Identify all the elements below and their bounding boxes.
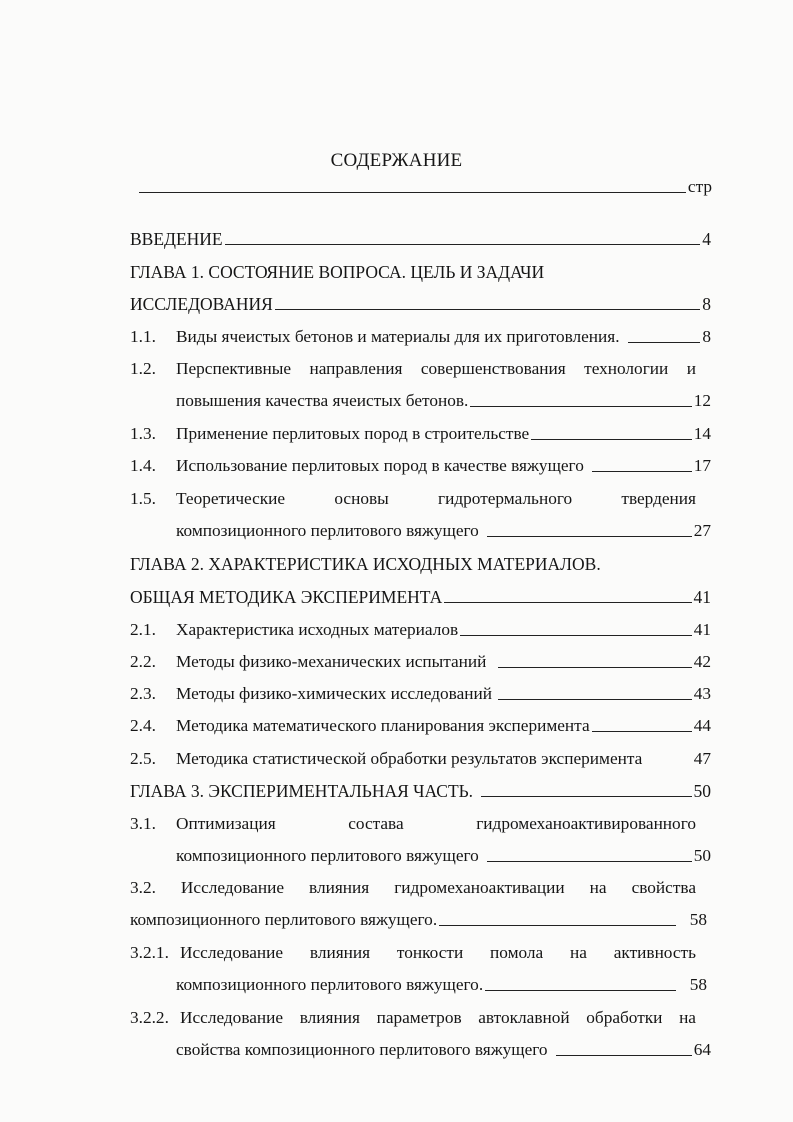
toc-section-3-2-1-line2[interactable] bbox=[176, 975, 707, 995]
word: на bbox=[589, 878, 607, 897]
entry-page: 47 bbox=[693, 749, 711, 768]
entry-page: 64 bbox=[693, 1040, 711, 1059]
toc-chapter-1-line2[interactable] bbox=[130, 294, 711, 314]
word: Перспективные bbox=[176, 359, 292, 378]
section-number: 2.3. bbox=[130, 684, 156, 703]
toc-section-2-2[interactable] bbox=[176, 652, 711, 672]
entry-text: ВВЕДЕНИЕ bbox=[130, 229, 223, 249]
page-column-header bbox=[137, 177, 712, 197]
toc-section-2-4[interactable] bbox=[176, 716, 711, 736]
toc-section-1-2-line2[interactable] bbox=[176, 391, 711, 411]
entry-text: свойства композиционного перлитового вяжущего bbox=[176, 1040, 548, 1059]
entry-page: 58 bbox=[689, 910, 707, 929]
leader bbox=[628, 328, 701, 343]
entry-page: 14 bbox=[693, 424, 711, 443]
entry-page: 8 bbox=[702, 294, 711, 314]
word: направления bbox=[309, 359, 403, 378]
entry-text: ГЛАВА 2. ХАРАКТЕРИСТИКА ИСХОДНЫХ МАТЕРИАЛОВ. bbox=[130, 554, 601, 574]
word: автоклавной bbox=[478, 1008, 570, 1027]
word: Теоретические bbox=[176, 489, 286, 508]
section-number: 2.2. bbox=[130, 652, 156, 671]
entry-page: 44 bbox=[693, 716, 711, 735]
section-number: 1.4. bbox=[130, 456, 156, 475]
section-number: 3.2.1. bbox=[130, 943, 169, 962]
entry-text: композиционного перлитового вяжущего bbox=[176, 846, 479, 865]
toc-section-2-1[interactable] bbox=[176, 620, 711, 640]
leader bbox=[556, 1041, 692, 1056]
leader bbox=[592, 717, 692, 732]
leader bbox=[444, 588, 691, 603]
leader bbox=[439, 911, 676, 926]
word: влияния bbox=[299, 1008, 360, 1027]
entry-text: ГЛАВА 3. ЭКСПЕРИМЕНТАЛЬНАЯ ЧАСТЬ. bbox=[130, 781, 474, 801]
entry-text: композиционного перлитового вяжущего. bbox=[176, 975, 484, 994]
toc-section-1-5-line1[interactable] bbox=[176, 489, 696, 509]
leader bbox=[487, 522, 692, 537]
toc-section-1-3[interactable] bbox=[176, 424, 711, 444]
toc-chapter-3[interactable] bbox=[130, 781, 711, 801]
leader bbox=[592, 457, 692, 472]
toc-section-3-2-line2[interactable] bbox=[130, 910, 707, 930]
word: влияния bbox=[309, 878, 370, 897]
entry-text: композиционного перлитового вяжущего bbox=[176, 521, 479, 540]
entry-page: 41 bbox=[693, 620, 711, 639]
word: активность bbox=[613, 943, 696, 962]
entry-text: повышения качества ячеистых бетонов. bbox=[176, 391, 469, 410]
entry-text: Применение перлитовых пород в строительстве bbox=[176, 424, 530, 443]
toc-chapter-2-line2[interactable] bbox=[130, 587, 711, 607]
section-number: 1.5. bbox=[130, 489, 156, 508]
toc-section-1-2-line1[interactable] bbox=[176, 359, 696, 379]
entry-page: 4 bbox=[702, 229, 711, 249]
toc-chapter-2-line1[interactable] bbox=[130, 554, 601, 574]
entry-page: 58 bbox=[689, 975, 707, 994]
page-title: СОДЕРЖАНИЕ bbox=[330, 150, 463, 171]
entry-page: 41 bbox=[693, 587, 711, 607]
toc-section-1-4[interactable] bbox=[176, 456, 711, 476]
word: влияния bbox=[309, 943, 371, 962]
entry-text: ОБЩАЯ МЕТОДИКА ЭКСПЕРИМЕНТА bbox=[130, 587, 443, 607]
entry-text: Характеристика исходных материалов bbox=[176, 620, 459, 639]
section-number: 2.1. bbox=[130, 620, 156, 639]
entry-text: Методы физико-механических испытаний bbox=[176, 652, 487, 671]
toc-section-2-3[interactable] bbox=[176, 684, 711, 704]
section-number: 2.5. bbox=[130, 749, 156, 768]
word: тонкости bbox=[396, 943, 464, 962]
word: основы bbox=[334, 489, 389, 508]
toc-section-1-1[interactable] bbox=[176, 327, 711, 347]
word: и bbox=[686, 359, 696, 378]
entry-text: Использование перлитовых пород в качестве вяжущего bbox=[176, 456, 584, 475]
entry-text: Методика математического планирования эксперимента bbox=[176, 716, 590, 735]
entry-text: Методика статистической обработки результатов эксперимента bbox=[176, 749, 643, 768]
word: Оптимизация bbox=[176, 814, 276, 833]
word: гидромеханоактивированного bbox=[476, 814, 696, 833]
entry-page: 12 bbox=[693, 391, 711, 410]
header-leader bbox=[139, 178, 686, 193]
leader bbox=[470, 392, 691, 407]
word: Исследование bbox=[180, 943, 284, 962]
page-column-label: стр bbox=[687, 177, 712, 196]
toc-section-2-5[interactable] bbox=[176, 749, 711, 769]
entry-page: 50 bbox=[693, 781, 711, 801]
toc-section-1-5-line2[interactable] bbox=[176, 521, 711, 541]
section-number: 1.3. bbox=[130, 424, 156, 443]
entry-page: 42 bbox=[693, 652, 711, 671]
word: твердения bbox=[621, 489, 696, 508]
entry-page: 43 bbox=[693, 684, 711, 703]
section-number: 1.2. bbox=[130, 359, 156, 378]
word: гидромеханоактивации bbox=[394, 878, 565, 897]
entry-text: Методы физико-химических исследований bbox=[176, 684, 493, 703]
section-number: 3.2. bbox=[130, 878, 156, 897]
word: на bbox=[679, 1008, 696, 1027]
word: состава bbox=[348, 814, 404, 833]
word: свойства bbox=[631, 878, 696, 897]
entry-text: композиционного перлитового вяжущего. bbox=[130, 910, 438, 929]
section-number: 1.1. bbox=[130, 327, 156, 346]
toc-section-3-2-2-line2[interactable] bbox=[176, 1040, 711, 1060]
entry-page: 50 bbox=[693, 846, 711, 865]
leader bbox=[487, 847, 692, 862]
entry-page: 8 bbox=[702, 327, 711, 346]
entry-text: ИССЛЕДОВАНИЯ bbox=[130, 294, 273, 314]
leader bbox=[460, 621, 692, 636]
word: параметров bbox=[376, 1008, 462, 1027]
toc-section-3-2-2-line1[interactable] bbox=[180, 1008, 696, 1028]
leader bbox=[498, 685, 692, 700]
entry-page: 17 bbox=[693, 456, 711, 475]
word: на bbox=[570, 943, 587, 962]
toc-section-3-1-line2[interactable] bbox=[176, 846, 711, 866]
leader bbox=[225, 230, 701, 245]
section-number: 2.4. bbox=[130, 716, 156, 735]
word: технологии bbox=[584, 359, 669, 378]
toc-section-3-1-line1[interactable] bbox=[176, 814, 696, 834]
leader bbox=[498, 653, 691, 668]
leader bbox=[481, 782, 691, 797]
entry-page: 27 bbox=[693, 521, 711, 540]
leader bbox=[485, 976, 676, 991]
word: обработки bbox=[586, 1008, 663, 1027]
section-number: 3.2.2. bbox=[130, 1008, 169, 1027]
section-number: 3.1. bbox=[130, 814, 156, 833]
entry-text: Виды ячеистых бетонов и материалы для их приготовления. bbox=[176, 327, 620, 346]
word: Исследование bbox=[180, 878, 285, 897]
word: совершенствования bbox=[420, 359, 566, 378]
toc-section-3-2-1-line1[interactable] bbox=[180, 943, 696, 963]
word: гидротермального bbox=[438, 489, 573, 508]
toc-entry-intro[interactable] bbox=[130, 229, 711, 249]
word: помола bbox=[490, 943, 544, 962]
leader bbox=[275, 295, 700, 310]
word: Исследование bbox=[180, 1008, 284, 1027]
toc-chapter-1-line1[interactable] bbox=[130, 262, 544, 282]
toc-section-3-2-line1[interactable] bbox=[130, 878, 696, 898]
entry-text: ГЛАВА 1. СОСТОЯНИЕ ВОПРОСА. ЦЕЛЬ И ЗАДАЧИ bbox=[130, 262, 545, 282]
leader bbox=[531, 425, 692, 440]
